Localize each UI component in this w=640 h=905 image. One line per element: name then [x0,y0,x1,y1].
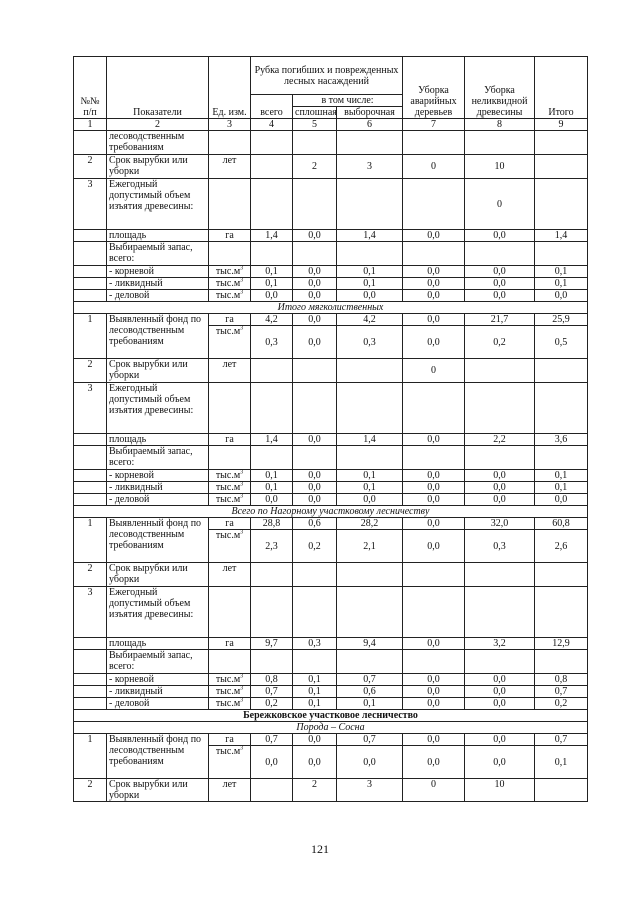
row-number: 3 [74,179,107,230]
table-row: - корневой $тыс.м^3$ 0,8 0,1 0,7 0,0 0,0 0,8 [74,674,588,686]
row-label: - деловой [107,698,209,710]
row-label: площадь [107,638,209,650]
table-row: - деловой $тыс.м^3$ 0,0 0,0 0,0 0,0 0,0 0,0 [74,494,588,506]
table-row: 1 Выявленный фонд по лесоводственным требованиям га 28,8 0,6 28,2 0,0 32,0 60,8 [74,518,588,530]
header-itogo: Итого [535,57,588,119]
row-number: 3 [74,383,107,434]
table-row [74,587,588,638]
table-row: - корневой $тыс.м^3$ 0,1 0,0 0,1 0,0 0,0 0,1 [74,470,588,482]
header-solid: сплошная [293,107,337,119]
row-label: Выбираемый запас, всего: [107,242,209,266]
row-label: Выявленный фонд по лесоводственным требованиям [107,734,209,779]
header-emergency: Уборка аварийных деревьев [403,57,465,119]
row-label: Выявленный фонд по лесоводственным требованиям [107,314,209,359]
section-title: Бережковское участковое лесничество [74,710,588,722]
row-label: площадь [107,230,209,242]
row-label: Срок вырубки или уборки [107,155,209,179]
row-label: Выявленный фонд по лесоводственным требованиям [107,518,209,563]
row-label: - корневой [107,674,209,686]
col-num: 4 [251,119,293,131]
col-num: 1 [74,119,107,131]
section-title: Итого мягколиственных [74,302,588,314]
table-row: 1 Выявленный фонд по лесоводственным требованиям га 4,2 0,0 4,2 0,0 21,7 25,9 [74,314,588,326]
row-label: - ликвидный [107,278,209,290]
page-number: 121 [311,842,329,856]
row-label: - корневой [107,470,209,482]
table-row [74,650,588,674]
table-row: $тыс.м^3$ 0,0 0,0 0,0 0,0 0,0 0,1 [74,746,588,779]
table-row: 2 Срок вырубки или уборки лет [74,563,588,587]
row-label: Ежегодный допустимый объем изъятия древесины: [107,179,209,230]
table-row: $тыс.м^3$ 0,3 0,0 0,3 0,0 0,2 0,5 [74,326,588,359]
section-subtitle: Порода – Сосна [74,722,588,734]
table-row [74,242,588,266]
table-row: площадь га 1,4 0,0 1,4 0,0 0,0 1,4 [74,230,588,242]
table-row: - корневой $тыс.м^3$ 0,1 0,0 0,1 0,0 0,0 0,1 [74,266,588,278]
section-title: Всего по Нагорному участковому лесничеству [74,506,588,518]
col-num: 8 [465,119,535,131]
row-number: 2 [74,563,107,587]
row-number: 3 [74,587,107,638]
forest-data-table [73,56,588,802]
col-num: 6 [337,119,403,131]
col-num: 5 [293,119,337,131]
header-illiquid: Уборка неликвидной древесины [465,57,535,119]
table-row: 2 Срок вырубки или уборки лет 2 3 0 10 [74,779,588,802]
row-number: 1 [74,314,107,359]
unit: лет [209,155,251,179]
table-row: площадь га 1,4 0,0 1,4 0,0 2,2 3,6 [74,434,588,446]
row-label: Ежегодный допустимый объем изъятия древесины: [107,587,209,638]
row-label: Выбираемый запас, всего: [107,650,209,674]
row-label: - корневой [107,266,209,278]
row-label: - деловой [107,290,209,302]
header-group: Рубка погибших и поврежденных лесных насаждений [251,57,403,95]
col-num: 9 [535,119,588,131]
table-row: 3 Ежегодный допустимый объем изъятия древесины: 0 [74,179,588,230]
row-label: Срок вырубки или уборки [107,359,209,383]
table-row: 1 Выявленный фонд по лесоводственным требованиям га 0,7 0,0 0,7 0,0 0,0 0,7 [74,734,588,746]
column-number-row [74,119,588,131]
row-label: Ежегодный допустимый объем изъятия древесины: [107,383,209,434]
table-row: - ликвидный $тыс.м^3$ 0,1 0,0 0,1 0,0 0,0 0,1 [74,482,588,494]
table-row [74,383,588,434]
header-indicator: Показатели [107,57,209,119]
table-row: - ликвидный $тыс.м^3$ 0,1 0,0 0,1 0,0 0,0 0,1 [74,278,588,290]
header-unit: Ед. изм. [209,57,251,119]
row-number: 2 [74,779,107,802]
header-subgroup: в том числе: [293,95,403,107]
row-label: - ликвидный [107,482,209,494]
table-row: $тыс.м^3$ 2,3 0,2 2,1 0,0 0,3 2,6 [74,530,588,563]
row-label: Выбираемый запас, всего: [107,446,209,470]
row-number: 1 [74,518,107,563]
row-label: Срок вырубки или уборки [107,779,209,802]
table-row: площадь га 9,7 0,3 9,4 0,0 3,2 12,9 [74,638,588,650]
header-total: всего [251,95,293,119]
table-row: - деловой $тыс.м^3$ 0,2 0,1 0,1 0,0 0,0 0,2 [74,698,588,710]
row-label: площадь [107,434,209,446]
table-row: - деловой $тыс.м^3$ 0,0 0,0 0,0 0,0 0,0 0,0 [74,290,588,302]
row-label: - деловой [107,494,209,506]
table-row: 2 Срок вырубки или уборки лет 2 3 0 10 [74,155,588,179]
table-row [74,446,588,470]
table-row: - ликвидный $тыс.м^3$ 0,7 0,1 0,6 0,0 0,0 0,7 [74,686,588,698]
col-num: 2 [107,119,209,131]
row-number: 2 [74,155,107,179]
table-row [74,131,588,155]
row-label: лесоводственным требованиям [107,131,209,155]
row-label: Срок вырубки или уборки [107,563,209,587]
row-label: - ликвидный [107,686,209,698]
header-number: №№ п/п [74,57,107,119]
col-num: 3 [209,119,251,131]
header-selective: выборочная [337,107,403,119]
row-number: 1 [74,734,107,779]
col-num: 7 [403,119,465,131]
table-row: 2 Срок вырубки или уборки лет 0 [74,359,588,383]
row-number: 2 [74,359,107,383]
